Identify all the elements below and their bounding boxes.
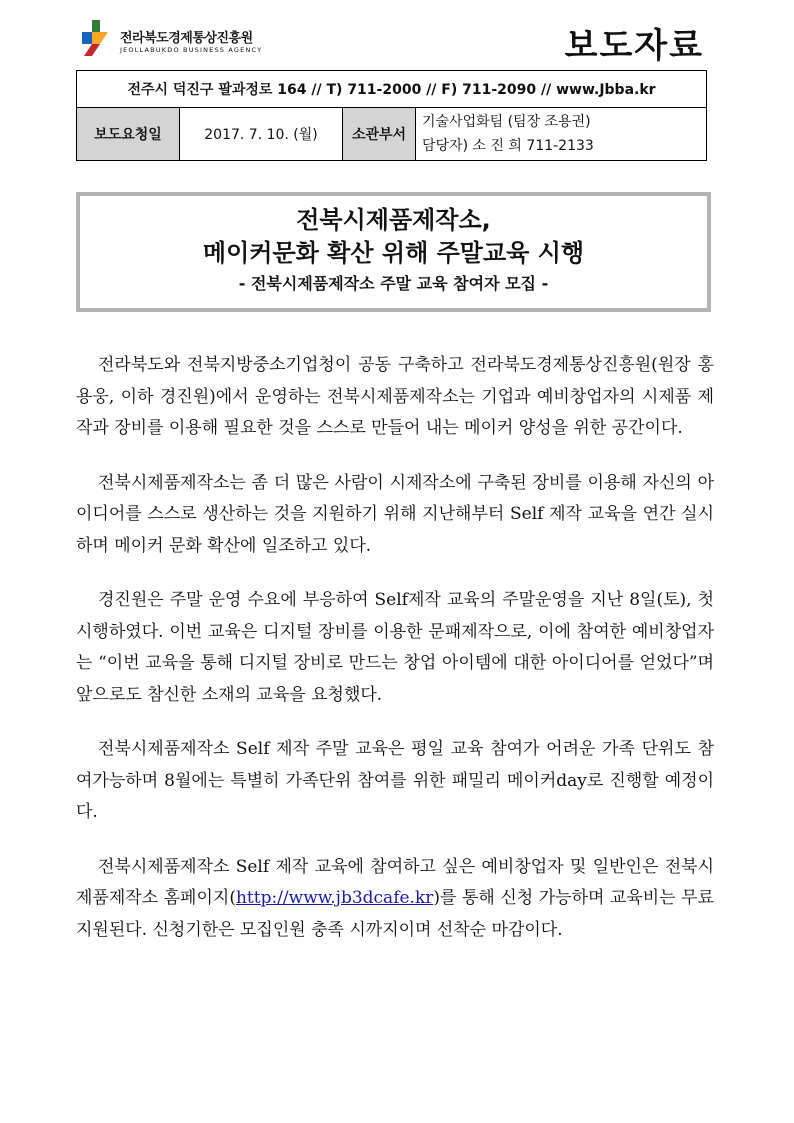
- info-table: [76, 70, 707, 161]
- paragraph-3: 경진원은 주말 운영 수요에 부응하여 Self제작 교육의 주말운영을 지난 8일(토), 첫 시행하였다. 이번 교육은 디지털 장비를 이용한 문패제작으로, 이에 참여한 예비창업자는 “이번 교육을 통해 디지털 장비로 만드는 창업 아이템에 대한 아이디어를 얻었다”며 앞으로도 참신한 소재의 교육을 요청했다.: [76, 590, 714, 705]
- dept-contact: 담당자) 소 진 희 711-2133: [422, 138, 594, 154]
- paragraph-5: [76, 852, 714, 947]
- contact-address: 전주시 덕진구 팔과정로 164 // T) 711-2000 // F) 711-2090 // www.Jbba.kr: [77, 71, 707, 108]
- paragraph-2: 전북시제품제작소는 좀 더 많은 사람이 시제작소에 구축된 장비를 이용해 자신의 아이디어를 스스로 생산하는 것을 지원하기 위해 지난해부터 Self 제작 교육을 연간 실시하며 메이커 문화 확산에 일조하고 있다.: [76, 472, 714, 556]
- doc-type-title: 보도자료: [564, 26, 704, 66]
- org-name-english: JEOLLABUKDO BUSINESS AGENCY: [120, 46, 263, 54]
- article-body: [76, 350, 714, 969]
- request-date-label: 보도요청일: [77, 108, 180, 161]
- document-header: [78, 14, 708, 64]
- headline-line-2: 메이커문화 확산 위해 주말교육 시행: [202, 239, 585, 267]
- request-date: 2017. 7. 10. (월): [180, 108, 343, 161]
- paragraph-1: 전라북도와 전북지방중소기업청이 공동 구축하고 전라북도경제통상진흥원(원장 홍용웅, 이하 경진원)에서 운영하는 전북시제품제작소는 기업과 예비창업자의 시제품 제작과 장비를 이용해 필요한 것을 스스로 만들어 내는 메이커 양성을 위한 공간이다.: [76, 355, 714, 438]
- dept-info: [416, 108, 707, 161]
- headline-box: [76, 192, 711, 312]
- headline-subtitle: - 전북시제품제작소 주말 교육 참여자 모집 -: [238, 274, 549, 293]
- paragraph-5-start: 전북시제품제작소 Self 제작 교육에 참여하고 싶은 예비창업자 및 일반인은 전북시제품제작소 홈페이지(: [76, 856, 714, 908]
- dept-label: 소관부서: [343, 108, 416, 161]
- agency-logo-icon: [78, 18, 114, 58]
- org-name-korean: 전라북도경제통상진흥원: [120, 31, 253, 46]
- dept-team: 기술사업화팀 (팀장 조용권): [422, 114, 591, 130]
- headline-line-1: 전북시제품제작소,: [296, 206, 491, 234]
- homepage-link[interactable]: http://www.jb3dcafe.kr: [235, 888, 434, 908]
- paragraph-5-end: )를 통해 신청 가능하며 교육비는 무료 지원된다. 신청기한은 모집인원 충족 시까지이며 선착순 마감이다.: [76, 888, 714, 940]
- paragraph-4: 전북시제품제작소 Self 제작 주말 교육은 평일 교육 참여가 어려운 가족 단위도 참여가능하며 8월에는 특별히 가족단위 참여를 위한 패밀리 메이커day로 진행할 예정이다.: [76, 739, 714, 822]
